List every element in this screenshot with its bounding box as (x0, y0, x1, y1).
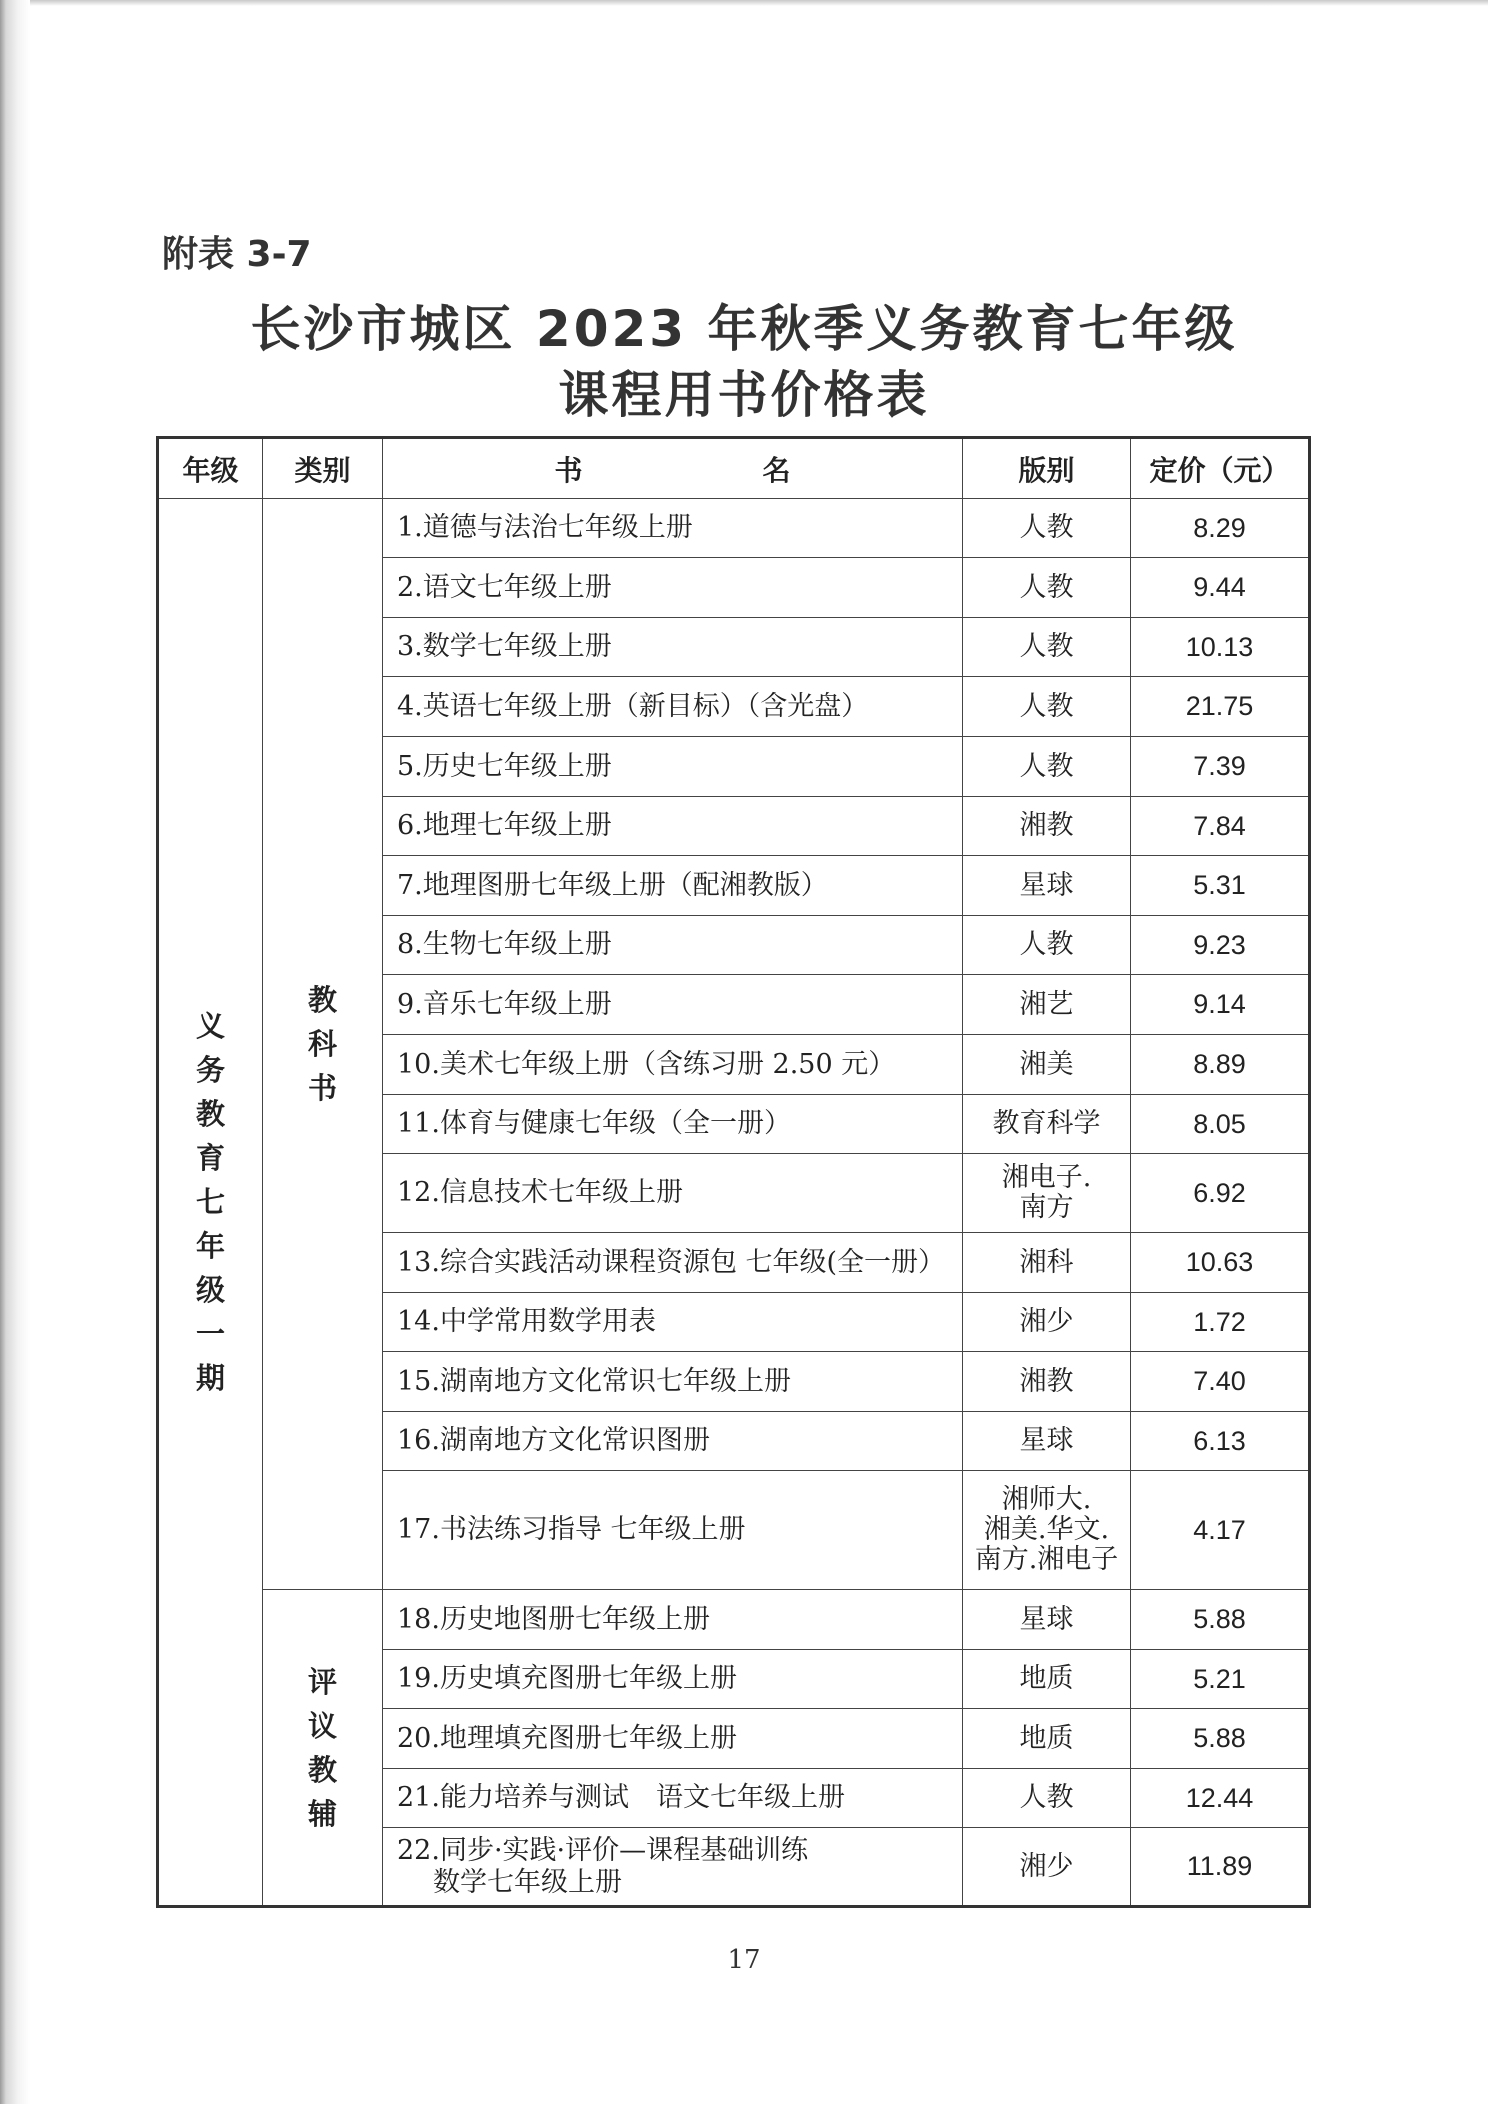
publisher-cell: 地质 (963, 1709, 1131, 1769)
header-book-name-part1: 书 (554, 453, 583, 487)
header-row (158, 438, 1310, 499)
book-name-cell: 12.信息技术七年级上册 (383, 1154, 963, 1233)
price-cell: 5.88 (1131, 1709, 1310, 1769)
book-name-cell: 16.湖南地方文化常识图册 (383, 1412, 963, 1471)
publisher-cell: 湘教 (963, 1352, 1131, 1412)
price-cell: 9.14 (1131, 975, 1310, 1035)
price-cell: 8.89 (1131, 1035, 1310, 1095)
publisher-cell: 人教 (963, 1769, 1131, 1828)
publisher-cell: 湘艺 (963, 975, 1131, 1035)
book-name-cell: 3.数学七年级上册 (383, 618, 963, 677)
header-book-name-part2: 名 (762, 453, 791, 487)
price-cell: 9.23 (1131, 916, 1310, 975)
price-cell: 6.92 (1131, 1154, 1310, 1233)
table-body (158, 499, 1310, 1907)
book-name-cell: 21.能力培养与测试 语文七年级上册 (383, 1769, 963, 1828)
book-name-cell: 18.历史地图册七年级上册 (383, 1590, 963, 1650)
publisher-cell: 地质 (963, 1650, 1131, 1709)
publisher-cell: 星球 (963, 1412, 1131, 1471)
price-cell: 21.75 (1131, 677, 1310, 737)
book-name-cell: 17.书法练习指导 七年级上册 (383, 1471, 963, 1590)
header-grade: 年级 (158, 438, 263, 499)
publisher-line: 南方 (1019, 1192, 1074, 1223)
price-cell: 1.72 (1131, 1293, 1310, 1352)
header-publisher: 版别 (963, 438, 1131, 499)
price-cell: 7.39 (1131, 737, 1310, 797)
price-cell: 7.40 (1131, 1352, 1310, 1412)
price-cell: 5.88 (1131, 1590, 1310, 1650)
book-name-cell: 9.音乐七年级上册 (383, 975, 963, 1035)
book-name-cell: 20.地理填充图册七年级上册 (383, 1709, 963, 1769)
price-cell: 8.05 (1131, 1095, 1310, 1154)
publisher-cell: 人教 (963, 677, 1131, 737)
publisher-line: 南方.湘电子 (974, 1544, 1119, 1575)
price-table (156, 436, 1311, 1908)
price-cell: 12.44 (1131, 1769, 1310, 1828)
book-name-cell: 19.历史填充图册七年级上册 (383, 1650, 963, 1709)
category-label: 教科书 (307, 983, 337, 1105)
publisher-cell: 人教 (963, 737, 1131, 797)
scan-top-shadow (30, 0, 1488, 6)
book-name-cell: 13.综合实践活动课程资源包 七年级(全一册） (383, 1233, 963, 1293)
publisher-cell: 星球 (963, 856, 1131, 916)
publisher-cell: 人教 (963, 558, 1131, 618)
book-name-cell: 11.体育与健康七年级（全一册） (383, 1095, 963, 1154)
category-label: 评议教辅 (307, 1664, 337, 1831)
book-name-line: 数学七年级上册 (433, 1866, 622, 1898)
price-cell: 10.63 (1131, 1233, 1310, 1293)
table-row (158, 499, 1310, 558)
book-name-cell: 2.语文七年级上册 (383, 558, 963, 618)
book-name-cell: 5.历史七年级上册 (383, 737, 963, 797)
price-cell: 8.29 (1131, 499, 1310, 558)
book-name-line: 22.同步·实践·评价—课程基础训练 (397, 1834, 809, 1866)
price-cell: 5.21 (1131, 1650, 1310, 1709)
grade-label: 义务教育七年级一期 (195, 1009, 225, 1395)
book-name-cell: 4.英语七年级上册（新目标）（含光盘） (383, 677, 963, 737)
header-category: 类别 (263, 438, 383, 499)
price-cell: 10.13 (1131, 618, 1310, 677)
publisher-cell: 人教 (963, 499, 1131, 558)
publisher-cell: 教育科学 (963, 1095, 1131, 1154)
publisher-line: 湘电子. (1001, 1162, 1092, 1193)
book-name-cell: 15.湖南地方文化常识七年级上册 (383, 1352, 963, 1412)
title-line-1: 长沙市城区 2023 年秋季义务教育七年级 (250, 300, 1238, 358)
title-line-2: 课程用书价格表 (558, 366, 930, 424)
book-name-cell: 14.中学常用数学用表 (383, 1293, 963, 1352)
book-name-cell: 7.地理图册七年级上册（配湘教版） (383, 856, 963, 916)
publisher-cell: 湘科 (963, 1233, 1131, 1293)
header-book-name (383, 438, 963, 499)
publisher-line: 湘美.华文. (983, 1514, 1110, 1545)
book-name-cell: 6.地理七年级上册 (383, 797, 963, 856)
page-title (0, 296, 1488, 428)
category-cell (263, 499, 383, 1590)
price-cell: 4.17 (1131, 1471, 1310, 1590)
price-cell: 6.13 (1131, 1412, 1310, 1471)
publisher-cell: 湘教 (963, 797, 1131, 856)
publisher-cell: 人教 (963, 916, 1131, 975)
grade-cell (158, 499, 263, 1907)
publisher-cell: 湘少 (963, 1828, 1131, 1907)
book-name-cell: 8.生物七年级上册 (383, 916, 963, 975)
price-cell: 7.84 (1131, 797, 1310, 856)
publisher-cell: 湘美 (963, 1035, 1131, 1095)
publisher-cell: 湘少 (963, 1293, 1131, 1352)
book-name-cell (383, 1828, 963, 1907)
header-price: 定价（元） (1131, 438, 1310, 499)
book-name-cell: 10.美术七年级上册（含练习册 2.50 元） (383, 1035, 963, 1095)
appendix-label: 附表 3-7 (162, 234, 312, 275)
price-cell: 5.31 (1131, 856, 1310, 916)
book-name-cell: 1.道德与法治七年级上册 (383, 499, 963, 558)
price-cell: 9.44 (1131, 558, 1310, 618)
publisher-cell: 星球 (963, 1590, 1131, 1650)
publisher-line: 湘师大. (1001, 1484, 1092, 1515)
page-number: 17 (727, 1945, 761, 1975)
table-row (158, 1590, 1310, 1650)
publisher-cell (963, 1471, 1131, 1590)
publisher-cell (963, 1154, 1131, 1233)
price-cell: 11.89 (1131, 1828, 1310, 1907)
category-cell (263, 1590, 383, 1907)
publisher-cell: 人教 (963, 618, 1131, 677)
